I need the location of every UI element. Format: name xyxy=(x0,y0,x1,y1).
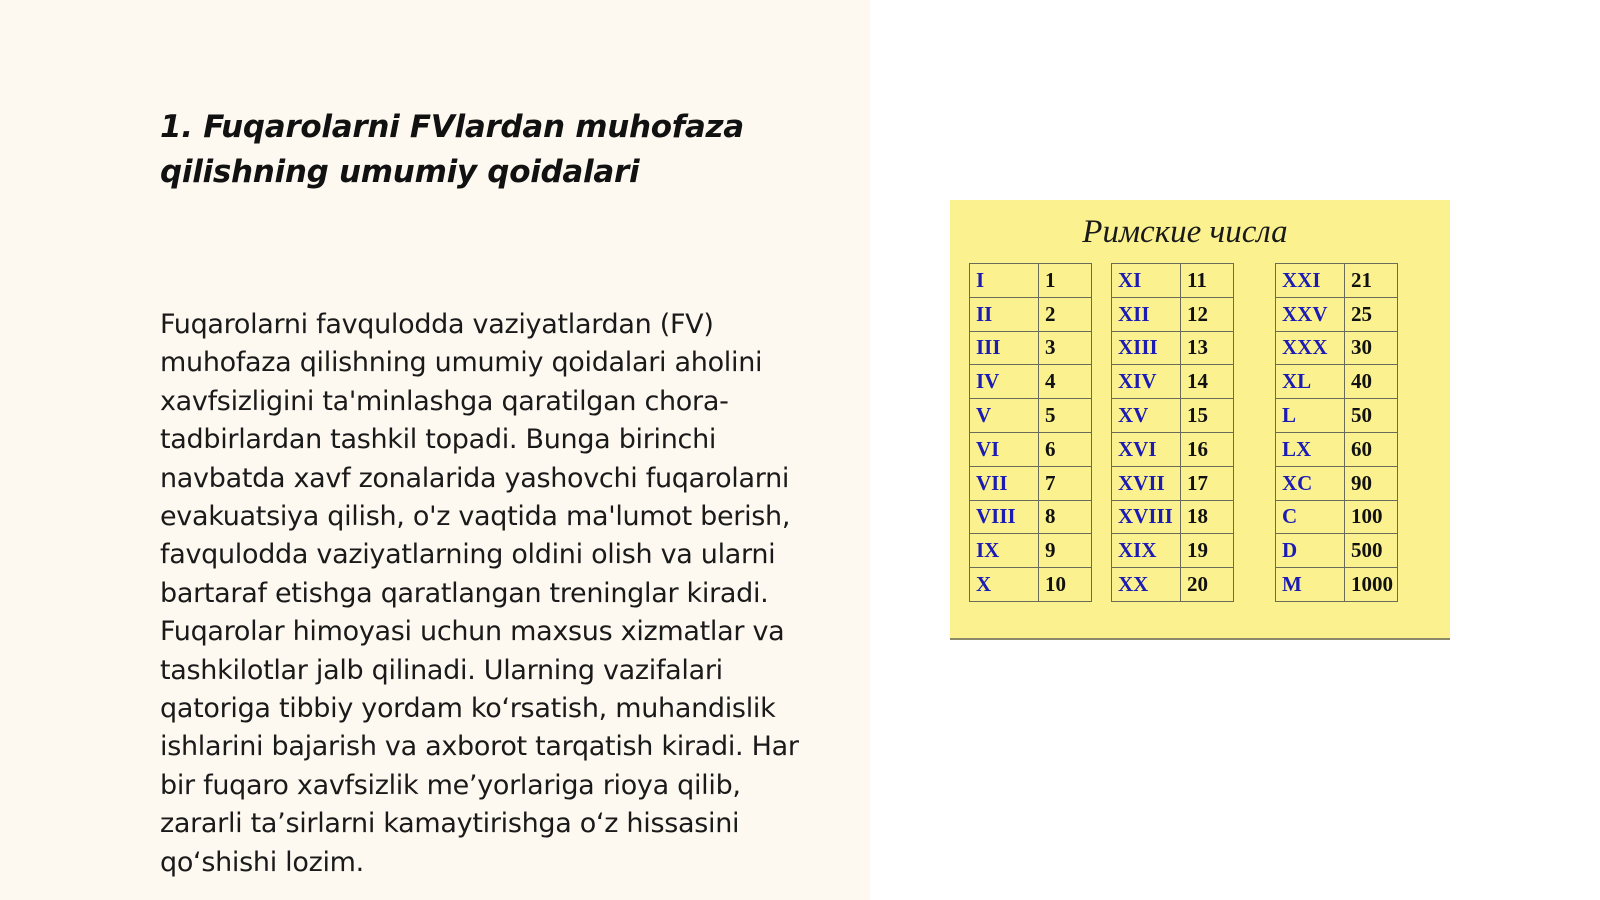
arabic-number-cell: 9 xyxy=(1039,534,1092,568)
arabic-number-cell: 11 xyxy=(1181,264,1234,298)
arabic-number-cell: 16 xyxy=(1181,432,1234,466)
roman-numeral-cell: IX xyxy=(970,534,1039,568)
arabic-number-cell: 4 xyxy=(1039,365,1092,399)
roman-numeral-cell: XXV xyxy=(1276,297,1345,331)
roman-numeral-cell: XXI xyxy=(1276,264,1345,298)
roman-numeral-cell: L xyxy=(1276,399,1345,433)
roman-table-row xyxy=(1112,365,1234,399)
arabic-number-cell: 6 xyxy=(1039,432,1092,466)
arabic-number-cell: 5 xyxy=(1039,399,1092,433)
roman-numeral-cell: M xyxy=(1276,568,1345,602)
roman-numeral-cell: IV xyxy=(970,365,1039,399)
arabic-number-cell: 14 xyxy=(1181,365,1234,399)
roman-numerals-title: Римские числа xyxy=(1082,214,1288,250)
roman-table-row xyxy=(1112,568,1234,602)
arabic-number-cell: 13 xyxy=(1181,331,1234,365)
roman-numeral-cell: XX xyxy=(1112,568,1181,602)
roman-numeral-cell: D xyxy=(1276,534,1345,568)
slide-body-text: Fuqarolarni favqulodda vaziyatlardan (FV) muhofaza qilishning umumiy qoidalari aholini xavfsizligini ta'minlashga qaratilgan chora-tadbirlardan tashkil topadi. Bunga birinchi navbatda xavf zonalarida yashovchi fuqarolarni evakuatsiya qilish, o'z vaqtida ma'lumot berish, favqulodda vaziyatlarning oldini olish va ularni bartaraf etishga qaratlangan treninglar kiradi. Fuqarolar himoyasi uchun maxsus xizmatlar va tashkilotlar jalb qilinadi. Ularning vazifalari qatoriga tibbiy yordam ko‘rsatish, muhandislik ishlarini bajarish va axborot tarqatish kiradi. Har bir fuqaro xavfsizlik me’yorlariga rioya qilib, zararli ta’sirlarni kamaytirishga o‘z hissasini qo‘shishi lozim. xyxy=(160,309,799,878)
roman-table-row xyxy=(1112,534,1234,568)
roman-table-row xyxy=(1112,466,1234,500)
roman-table-row xyxy=(1276,432,1398,466)
roman-table-group-2 xyxy=(1111,263,1234,602)
slide-title: 1. Fuqarolarni FVlardan muhofaza qilishning umumiy qoidalari xyxy=(160,109,744,190)
roman-table-row xyxy=(970,500,1092,534)
arabic-number-cell: 3 xyxy=(1039,331,1092,365)
roman-table-row xyxy=(1112,297,1234,331)
arabic-number-cell: 19 xyxy=(1181,534,1234,568)
roman-table-group-1 xyxy=(969,263,1092,602)
roman-table-row xyxy=(970,432,1092,466)
roman-numeral-cell: XC xyxy=(1276,466,1345,500)
arabic-number-cell: 25 xyxy=(1345,297,1398,331)
roman-numeral-cell: C xyxy=(1276,500,1345,534)
roman-table-row xyxy=(1276,264,1398,298)
arabic-number-cell: 50 xyxy=(1345,399,1398,433)
roman-table-row xyxy=(1112,399,1234,433)
arabic-number-cell: 15 xyxy=(1181,399,1234,433)
arabic-number-cell: 18 xyxy=(1181,500,1234,534)
roman-numeral-cell: XII xyxy=(1112,297,1181,331)
roman-table-row xyxy=(970,568,1092,602)
arabic-number-cell: 2 xyxy=(1039,297,1092,331)
arabic-number-cell: 17 xyxy=(1181,466,1234,500)
arabic-number-cell: 1000 xyxy=(1345,568,1398,602)
roman-numeral-cell: XXX xyxy=(1276,331,1345,365)
roman-table-row xyxy=(970,365,1092,399)
roman-numeral-cell: II xyxy=(970,297,1039,331)
roman-numeral-cell: V xyxy=(970,399,1039,433)
roman-numeral-cell: III xyxy=(970,331,1039,365)
roman-table-group-3 xyxy=(1275,263,1398,602)
arabic-number-cell: 30 xyxy=(1345,331,1398,365)
roman-table-row xyxy=(970,297,1092,331)
roman-table-row xyxy=(1276,399,1398,433)
roman-numeral-cell: X xyxy=(970,568,1039,602)
roman-numerals-image xyxy=(950,200,1450,640)
roman-table-row xyxy=(1276,365,1398,399)
arabic-number-cell: 500 xyxy=(1345,534,1398,568)
roman-numeral-cell: I xyxy=(970,264,1039,298)
roman-table-row xyxy=(1112,500,1234,534)
arabic-number-cell: 90 xyxy=(1345,466,1398,500)
arabic-number-cell: 100 xyxy=(1345,500,1398,534)
roman-table-row xyxy=(1276,331,1398,365)
roman-numeral-cell: XIX xyxy=(1112,534,1181,568)
roman-numeral-cell: XL xyxy=(1276,365,1345,399)
roman-table-row xyxy=(1276,297,1398,331)
roman-numeral-cell: XIV xyxy=(1112,365,1181,399)
roman-table-row xyxy=(1112,331,1234,365)
arabic-number-cell: 40 xyxy=(1345,365,1398,399)
roman-numeral-cell: XI xyxy=(1112,264,1181,298)
roman-table-row xyxy=(970,534,1092,568)
roman-table-row xyxy=(1276,466,1398,500)
arabic-number-cell: 7 xyxy=(1039,466,1092,500)
roman-numeral-cell: VI xyxy=(970,432,1039,466)
arabic-number-cell: 21 xyxy=(1345,264,1398,298)
roman-numeral-cell: XVI xyxy=(1112,432,1181,466)
roman-numeral-cell: XV xyxy=(1112,399,1181,433)
roman-table-row xyxy=(970,264,1092,298)
roman-numeral-cell: VII xyxy=(970,466,1039,500)
arabic-number-cell: 20 xyxy=(1181,568,1234,602)
arabic-number-cell: 12 xyxy=(1181,297,1234,331)
roman-table-row xyxy=(1276,500,1398,534)
roman-table-row xyxy=(1112,432,1234,466)
roman-table-row xyxy=(970,466,1092,500)
arabic-number-cell: 60 xyxy=(1345,432,1398,466)
roman-table-row xyxy=(1276,568,1398,602)
roman-numeral-cell: XVIII xyxy=(1112,500,1181,534)
roman-numeral-cell: XVII xyxy=(1112,466,1181,500)
roman-table-row xyxy=(970,331,1092,365)
roman-table-row xyxy=(1112,264,1234,298)
arabic-number-cell: 8 xyxy=(1039,500,1092,534)
roman-numeral-cell: XIII xyxy=(1112,331,1181,365)
roman-table-row xyxy=(970,399,1092,433)
roman-table-row xyxy=(1276,534,1398,568)
roman-numeral-cell: LX xyxy=(1276,432,1345,466)
arabic-number-cell: 1 xyxy=(1039,264,1092,298)
arabic-number-cell: 10 xyxy=(1039,568,1092,602)
roman-numeral-cell: VIII xyxy=(970,500,1039,534)
